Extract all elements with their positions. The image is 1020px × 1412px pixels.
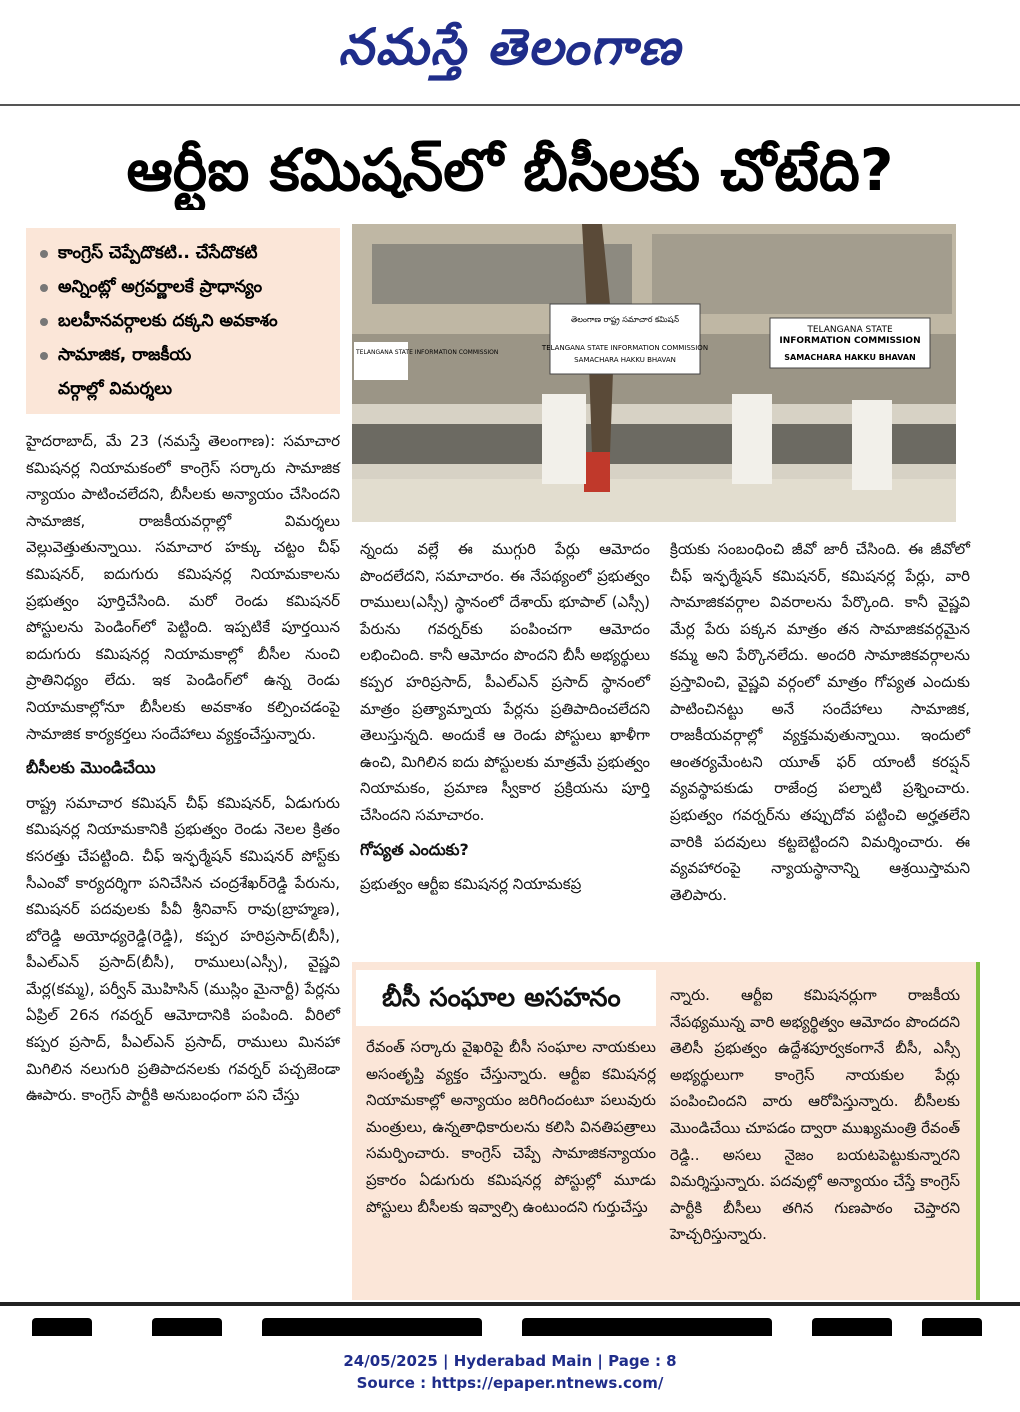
masthead-title: నమస్తే తెలంగాణ bbox=[338, 18, 682, 76]
building-photo bbox=[352, 224, 956, 522]
column-1-paragraph-1: హైదరాబాద్, మే 23 (నమస్తే తెలంగాణ): సమాచార కమిషనర్ల నియామకంలో కాంగ్రెస్ సర్కారు సామాజిక న్యాయం పాటించలేదని, బీసీలకు అన్యాయం చేసిందని సామాజిక, రాజకీయవర్గాల్లో విమర్శలు వెల్లువెత్తుతున్నాయి. సమాచార హక్కు చట్టం చీఫ్ కమిషనర్, ఐదుగురు కమిషనర్ల నియామకాలను ప్రభుత్వం పూర్తిచేసింది. మరో రెండు కమిషనర్ పోస్టులను పెండింగ్‌లో పెట్టింది. ఇప్పటికే పూర్తయిన ఐదుగురు కమిషనర్ల నియామకాల్లో బీసీల నుంచి ప్రాతినిధ్యం లేదు. ఇక పెండింగ్‌లో ఉన్న రెండు నియామకాల్లోనూ బీసీలకు అవకాశం కల్పించడంపై సామాజిక కార్యకర్తలు సందేహాలు వ్యక్తంచేస్తున్నారు. bbox=[26, 432, 340, 743]
footer-date-edition: 24/05/2025 | Hyderabad Main | Page : 8 bbox=[343, 1352, 677, 1370]
highlight-item: అన్నింట్లో అగ్రవర్ణాలకే ప్రాధాన్యం bbox=[40, 270, 334, 304]
column-1-subheading: బీసీలకు మొండిచేయి bbox=[26, 758, 156, 778]
column-3-paragraph-1: క్రియకు సంబంధించి జీవో జారీ చేసింది. ఈ జీవోలో చీఫ్ ఇన్ఫర్మేషన్ కమిషనర్, కమిషనర్ల పేర్లు, వారి సామాజికవర్గాల వివరాలను పేర్కొంది. కానీ వైష్ణవి మేర్ల పేరు పక్కన మాత్రం తన సామాజికవర్గమైన కమ్మ అని పేర్కొనలేదు. అందరి సామాజికవర్గాలను ప్రస్తావించి, వైష్ణవి వర్గంలో మాత్రం గోప్యత ఎందుకు పాటించినట్టు అనే సందేహాలు సామాజిక, రాజకీయవర్గాల్లో వ్యక్తమవుతున్నాయి. ఇందులో ఆంతర్యమేంటని యూత్ ఫర్ యాంటీ కరప్షన్ వ్యవస్థాపకుడు రాజేంద్ర పల్నాటి ప్రశ్నించారు. ప్రభుత్వం గవర్నర్‌ను తప్పుదోవ పట్టించి అర్హతలేని వారికి పదవులు కట్టబెట్టిందని విమర్శించారు. ఈ వ్యవహారంపై న్యాయస్థానాన్ని ఆశ్రయిస్తామని తెలిపారు. bbox=[670, 540, 970, 904]
highlight-item-continued: వర్గాల్లో విమర్శలు bbox=[58, 379, 173, 399]
footer-source: Source : https://epaper.ntnews.com/ bbox=[356, 1374, 664, 1392]
sign-right-line2: INFORMATION COMMISSION bbox=[779, 336, 921, 346]
column-2-paragraph-1: న్నందు వల్లే ఈ ముగ్గురి పేర్లు ఆమోదం పొందలేదని, సమాచారం. ఈ నేపథ్యంలో ప్రభుత్వం రాములు(ఎస్సీ) స్థానంలో దేశాయ్ భూపాల్ (ఎస్సీ) పేరును గవర్నర్‌కు పంపించగా ఆమోదం లభించింది. కానీ ఆమోదం పొందని బీసీ అభ్యర్థులు కప్పర హరిప్రసాద్, పీఎల్ఎన్ ప్రసాద్ స్థానంలో మాత్రం ప్రత్యామ్నాయ పేర్లను ప్రతిపాదించలేదని తెలుస్తున్నది. అందుకే ఆ రెండు పోస్టులు ఖాళీగా ఉంచి, మిగిలిన ఐదు పోస్టులకు మాత్రమే ప్రభుత్వం నియామకం, ప్రమాణ స్వీకార ప్రక్రియను పూర్తి చేసిందని సమాచారం. bbox=[360, 540, 650, 824]
top-rule bbox=[0, 104, 1020, 106]
bullet-icon bbox=[40, 284, 48, 292]
sign-left: TELANGANA STATE INFORMATION COMMISSION bbox=[356, 349, 499, 356]
sign-center-line1: తెలంగాణ రాష్ట్ర సమాచార కమిషన్ bbox=[571, 315, 679, 324]
bullet-icon bbox=[40, 318, 48, 326]
highlight-item: కాంగ్రెస్ చెప్పేదొకటి.. చేసేదొకటి bbox=[40, 236, 334, 270]
sidebar-heading: బీసీ సంఘాల అసహనం bbox=[356, 970, 656, 1026]
bullet-icon bbox=[40, 352, 48, 360]
sign-right-line3: SAMACHARA HAKKU BHAVAN bbox=[784, 353, 916, 362]
column-2-subheading: గోప్యత ఎందుకు? bbox=[360, 839, 469, 859]
page-footer bbox=[0, 1350, 1020, 1394]
highlight-item: బలహీనవర్గాలకు దక్కని అవకాశం bbox=[40, 304, 334, 338]
highlight-item: సామాజిక, రాజకీయ bbox=[40, 338, 334, 372]
sign-right-line1: TELANGANA STATE bbox=[807, 325, 893, 335]
bottom-rule bbox=[0, 1302, 1020, 1306]
masthead bbox=[0, 6, 1020, 88]
column-1-paragraph-2: రాష్ట్ర సమాచార కమిషన్ చీఫ్ కమిషనర్, ఏడుగురు కమిషనర్ల నియామకానికి ప్రభుత్వం రెండు నెలల క్రితం కసరత్తు చేపట్టింది. చీఫ్ ఇన్ఫర్మేషన్ కమిషనర్ పోస్ట్‌కు సీఎంవో కార్యదర్శిగా పనిచేసిన చంద్రశేఖర్‌రెడ్డి పేరును, కమిషనర్ పదవులకు పీవీ శ్రీనివాస్ రావు(బ్రాహ్మణ), బోరెడ్డి అయోధ్యరెడ్డి(రెడ్డి), కప్పర హరిప్రసాద్(బీసీ), పీఎల్ఎన్ ప్రసాద్(బీసీ), రాములు(ఎస్సీ), వైష్ణవి మేర్ల(కమ్మ), పర్వీన్ మొహిసిన్ (ముస్లిం మైనార్టీ) పేర్లను ఏప్రిల్ 26న గవర్నర్ ఆమోదానికి పంపింది. వీరిలో కప్పర ప్రసాద్, పీఎల్ఎన్ ప్రసాద్, రాములు మినహా మిగిలిన నలుగురి ప్రతిపాదనలకు గవర్నర్ పచ్చజెండా ఊపారు. కాంగ్రెస్ పార్టీకి అనుబంధంగా పని చేస్తు bbox=[26, 793, 340, 1105]
highlights-box bbox=[26, 228, 340, 414]
sign-center-line2: TELANGANA STATE INFORMATION COMMISSION bbox=[541, 344, 709, 352]
column-3 bbox=[670, 536, 970, 956]
article-photo bbox=[352, 224, 956, 522]
bullet-icon bbox=[40, 250, 48, 258]
sign-center-line3: SAMACHARA HAKKU BHAVAN bbox=[574, 356, 676, 364]
column-2-paragraph-2: ప్రభుత్వం ఆర్టీఐ కమిషనర్ల నియామకప్ర bbox=[360, 875, 582, 894]
next-article-headline-fragment bbox=[22, 1318, 998, 1336]
article-headline: ఆర్టీఐ కమిషన్‌లో బీసీలకు చోటేది? bbox=[126, 136, 894, 204]
sidebar-left-text: రేవంత్ సర్కారు వైఖరిపై బీసీ సంఘాల నాయకులు అసంతృప్తి వ్యక్తం చేస్తున్నారు. ఆర్టీఐ కమిషనర్ల నియామకాల్లో అన్యాయం జరిగిందంటూ పలువురు మంత్రులు, ఉన్నతాధికారులను కలిసి వినతిపత్రాలు సమర్పించారు. కాంగ్రెస్ చెప్పే సామాజికన్యాయం ప్రకారం ఏడుగురు కమిషనర్ల పోస్టుల్లో మూడు పోస్టులు బీసీలకు ఇవ్వాల్సి ఉంటుందని గుర్తుచేస్తు bbox=[366, 1038, 656, 1216]
column-2 bbox=[360, 536, 650, 956]
sidebar-right-text: న్నారు. ఆర్టీఐ కమిషనర్లుగా రాజకీయ నేపథ్యమున్న వారి అభ్యర్థిత్వం ఆమోదం పొందదని తెలిసీ ప్రభుత్వం ఉద్దేశపూర్వకంగానే బీసీ, ఎస్సీ అభ్యర్థులుగా కాంగ్రెస్ నాయకుల పేర్లు పంపించిందని వారు ఆరోపిస్తున్నారు. బీసీలకు మొండిచేయి చూపడం ద్వారా ముఖ్యమంత్రి రేవంత్ రెడ్డి.. అసలు నైజం బయటపెట్టుకున్నారని విమర్శిస్తున్నారు. పదవుల్లో అన్యాయం చేస్తే కాంగ్రెస్ పార్టీకి బీసీలు తగిన గుణపాఠం చెప్తారని హెచ్చరిస్తున్నారు. bbox=[670, 986, 960, 1244]
column-1 bbox=[26, 428, 340, 1298]
